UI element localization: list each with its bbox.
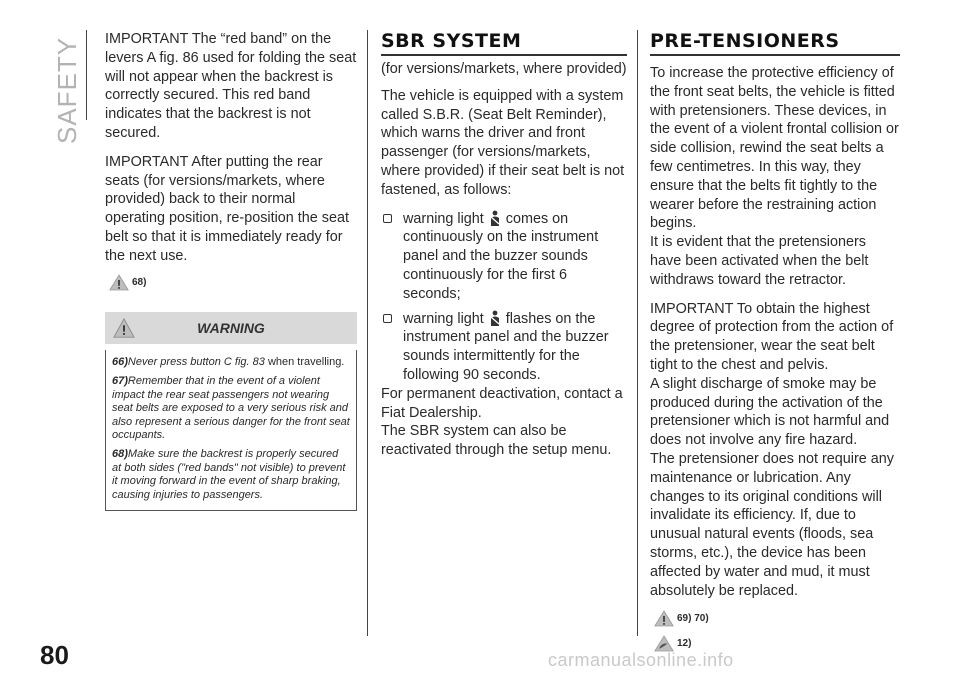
warning-item-number: 67) <box>112 375 128 388</box>
section-label: SAFETY <box>52 36 82 144</box>
environment-reference-number: 12) <box>677 638 692 650</box>
bullet-text: comes on continuously on the instrument panel and the buzzer sounds continuously for the first 6 seconds; <box>403 210 599 302</box>
warning-item <box>112 448 350 502</box>
column-right <box>650 30 900 654</box>
pretensioners-p2: It is evident that the pretensioners have been activated when the belt withdraws toward the retractor. <box>650 234 869 288</box>
checkbox-bullet-icon <box>383 214 392 223</box>
side-divider <box>86 30 87 120</box>
pretensioners-p1: To increase the protective efficiency of the front seat belts, the vehicle is fitted with pretensioners. These devices, in the event of a violent frontal collision or side collision, rewind the seat belts a few centimetres. In this way, they ensure that the belts fit tightly to the wearer before the restraining action begins. <box>650 65 899 232</box>
sbr-heading: SBR SYSTEM <box>381 30 627 56</box>
warning-item-tail: when travelling. <box>267 356 345 368</box>
seatbelt-icon <box>489 310 501 326</box>
pretensioners-p4: A slight discharge of smoke may be produced during the activation of the pretensioner which is not harmful and does not involve any fire hazard. <box>650 375 890 449</box>
column-divider <box>367 30 368 636</box>
pretensioners-p3: IMPORTANT To obtain the highest degree of protection from the action of the pretensioner, wear the seat belt tight to the chest and pelvis. <box>650 300 894 373</box>
warning-item-text: Make sure the backrest is properly secured at both sides ("red bands" not visible) to prevent it moving forward in the event of sharp braking, causing injuries to passengers. <box>112 448 346 501</box>
sbr-deactivation: For permanent deactivation, contact a Fiat Dealership. <box>381 385 623 421</box>
bullet-text: warning light <box>403 310 484 327</box>
column-middle <box>381 30 627 460</box>
warning-item-text: Remember that in the event of a violent impact the rear seat passengers not wearing seat belts are exposed to a very serious risk and also represent a serious danger for the front seat occupants. <box>112 375 350 442</box>
bullet-text: flashes on the instrument panel and the buzzer sounds intermittently for the following 90 seconds. <box>403 310 609 383</box>
warning-item-number: 68) <box>112 448 128 461</box>
sbr-intro: The vehicle is equipped with a system called S.B.R. (Seat Belt Reminder), which warns the driver and front passenger (for versions/markets, where provided) if their seat belt is not fastened, as follows: <box>381 87 625 198</box>
checkbox-bullet-icon <box>383 314 392 323</box>
sbr-reactivation: The SBR system can also be reactivated through the setup menu. <box>381 423 612 459</box>
bullet-text: warning light <box>403 210 484 227</box>
warning-box <box>105 312 357 511</box>
warning-title: WARNING <box>197 320 265 336</box>
sbr-bullet-1 <box>381 210 627 304</box>
page-number: 80 <box>40 640 69 670</box>
warning-header <box>105 312 357 344</box>
warning-triangle-icon <box>109 274 129 291</box>
warning-triangle-icon <box>113 317 135 339</box>
sbr-subtitle: (for versions/markets, where provided) <box>381 61 627 77</box>
rear-seat-paragraph: IMPORTANT After putting the rear seats (for versions/markets, where provided) back to their normal operating position, re-position the seat belt so that it is immediately ready for the next use. <box>105 153 349 264</box>
warning-item <box>112 375 350 442</box>
warning-item <box>112 356 350 369</box>
pretensioners-heading: PRE-TENSIONERS <box>650 30 900 56</box>
sbr-bullet-2 <box>381 310 627 385</box>
watermark: carmanualsonline.info <box>548 650 734 670</box>
warning-triangle-icon <box>654 610 674 627</box>
pretensioners-p5: The pretensioner does not require any maintenance or lubrication. Any changes to its original conditions will invalidate its efficiency. If, due to unusual natural events (floods, sea storms, etc.), the device has been affected by water and mud, it must absolutely be replaced. <box>650 450 894 599</box>
warning-item-number: 66) <box>112 356 128 368</box>
warning-reference <box>654 610 900 629</box>
warning-item-text: Never press button C fig. 83 <box>127 356 265 368</box>
seatbelt-icon <box>489 210 501 226</box>
red-band-paragraph: IMPORTANT The “red band” on the levers A fig. 86 used for folding the seat will not appear when the backrest is correctly secured. This red band indicates that the backrest is not secured. <box>105 31 357 141</box>
warning-reference-number: 68) <box>132 276 147 288</box>
warning-body <box>105 350 357 511</box>
warning-reference-number: 69) 70) <box>677 613 709 625</box>
column-left <box>105 30 357 292</box>
warning-reference <box>109 274 357 293</box>
column-divider <box>637 30 638 636</box>
